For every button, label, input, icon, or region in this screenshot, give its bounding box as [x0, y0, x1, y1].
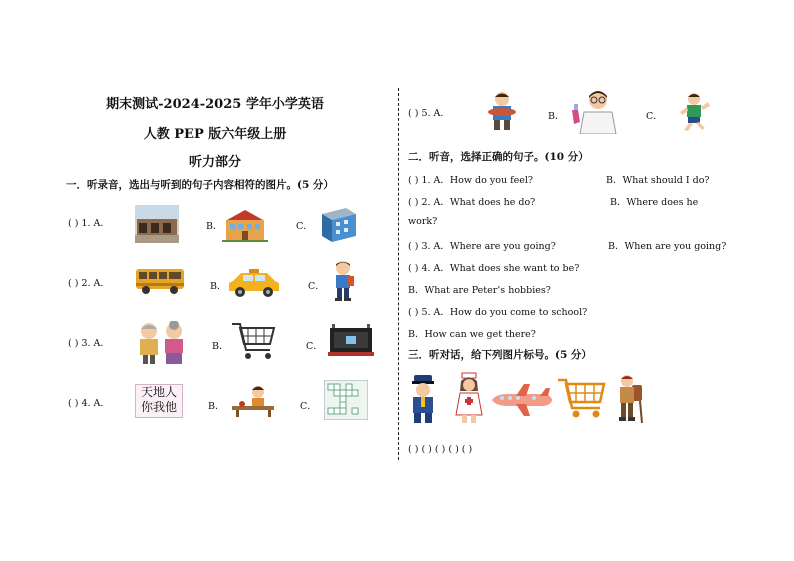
school-building-picture [222, 208, 268, 242]
page-subtitle: 人教 PEP 版六年级上册 [143, 127, 287, 142]
cinema-screen-picture [328, 324, 374, 358]
s2-q2: ( ) 2. A．What does he do? [408, 197, 536, 208]
q5-b-label: B． [548, 111, 565, 122]
s2-q1: ( ) 1. A．How do you feel? [408, 175, 533, 186]
bus-picture [134, 265, 186, 297]
boy-walking-picture [330, 260, 356, 302]
boy-holding-fish-picture [482, 90, 522, 132]
char-6: 他 [165, 400, 178, 414]
q1-label: ( ) 1. A. [68, 218, 104, 229]
nurse-picture [452, 371, 486, 425]
char-4: 你 [140, 400, 153, 414]
strong-man-picture [676, 92, 712, 132]
hospital-building-picture [316, 206, 358, 244]
grandparents-picture [134, 321, 192, 365]
q3-label: ( ) 3. A. [68, 338, 104, 349]
scientist-picture [568, 88, 620, 134]
taxi-picture [227, 267, 281, 299]
hiker-picture [612, 373, 646, 425]
s2-q3-b: B．When are you going? [608, 241, 727, 252]
char-2: 地 [152, 385, 165, 399]
shopping-cart-picture [230, 320, 276, 364]
q2-label: ( ) 2. A. [68, 278, 104, 289]
char-3: 人 [165, 385, 178, 399]
q5-label: ( ) 5. A. [408, 108, 444, 119]
section2-heading: 二．听音，选择正确的句子。(10 分） [408, 151, 589, 163]
airplane-picture [488, 382, 554, 418]
column-divider [398, 88, 399, 460]
q1-c-label: C． [296, 221, 313, 232]
s2-q4-b: B．What are Peter’s hobbies? [408, 285, 551, 296]
s2-q4: ( ) 4. A．What does she want to be? [408, 263, 580, 274]
train-station-picture [135, 205, 179, 243]
chinese-characters-picture [135, 384, 183, 418]
s2-q5: ( ) 5. A．How do you come to school? [408, 307, 588, 318]
part-title: 听力部分 [188, 155, 241, 170]
s2-q2-wrap: work? [408, 216, 438, 227]
q2-c-label: C． [308, 281, 325, 292]
s2-q5-b: B．How can we get there? [408, 329, 536, 340]
q2-b-label: B． [210, 281, 227, 292]
char-5: 我 [152, 400, 165, 414]
section3-answer-blanks: ( ) ( ) ( ) ( ) ( ) [408, 444, 473, 455]
q4-b-label: B． [208, 401, 225, 412]
woman-at-table-picture [228, 384, 278, 418]
q4-c-label: C． [300, 401, 317, 412]
s2-q2-b: B．Where does he [610, 197, 699, 208]
page-title: 期末测试-2024-2025 学年小学英语 [106, 97, 324, 112]
section1-heading: 一．听录音，选出与听到的句子内容相符的图片。(5 分） [66, 179, 334, 191]
q4-label: ( ) 4. A. [68, 398, 104, 409]
q1-b-label: B． [206, 221, 223, 232]
s2-q1-b: B．What should I do? [606, 175, 710, 186]
police-officer-picture [406, 373, 440, 425]
s2-q3: ( ) 3. A．Where are you going? [408, 241, 556, 252]
q5-c-label: C． [646, 111, 663, 122]
crossword-grid-picture [324, 380, 368, 420]
shopping-cart-orange-picture [556, 376, 606, 422]
char-1: 天 [140, 385, 153, 399]
section3-heading: 三．听对话，给下列图片标号。(5 分） [408, 349, 592, 361]
q3-c-label: C． [306, 341, 323, 352]
q3-b-label: B． [212, 341, 229, 352]
